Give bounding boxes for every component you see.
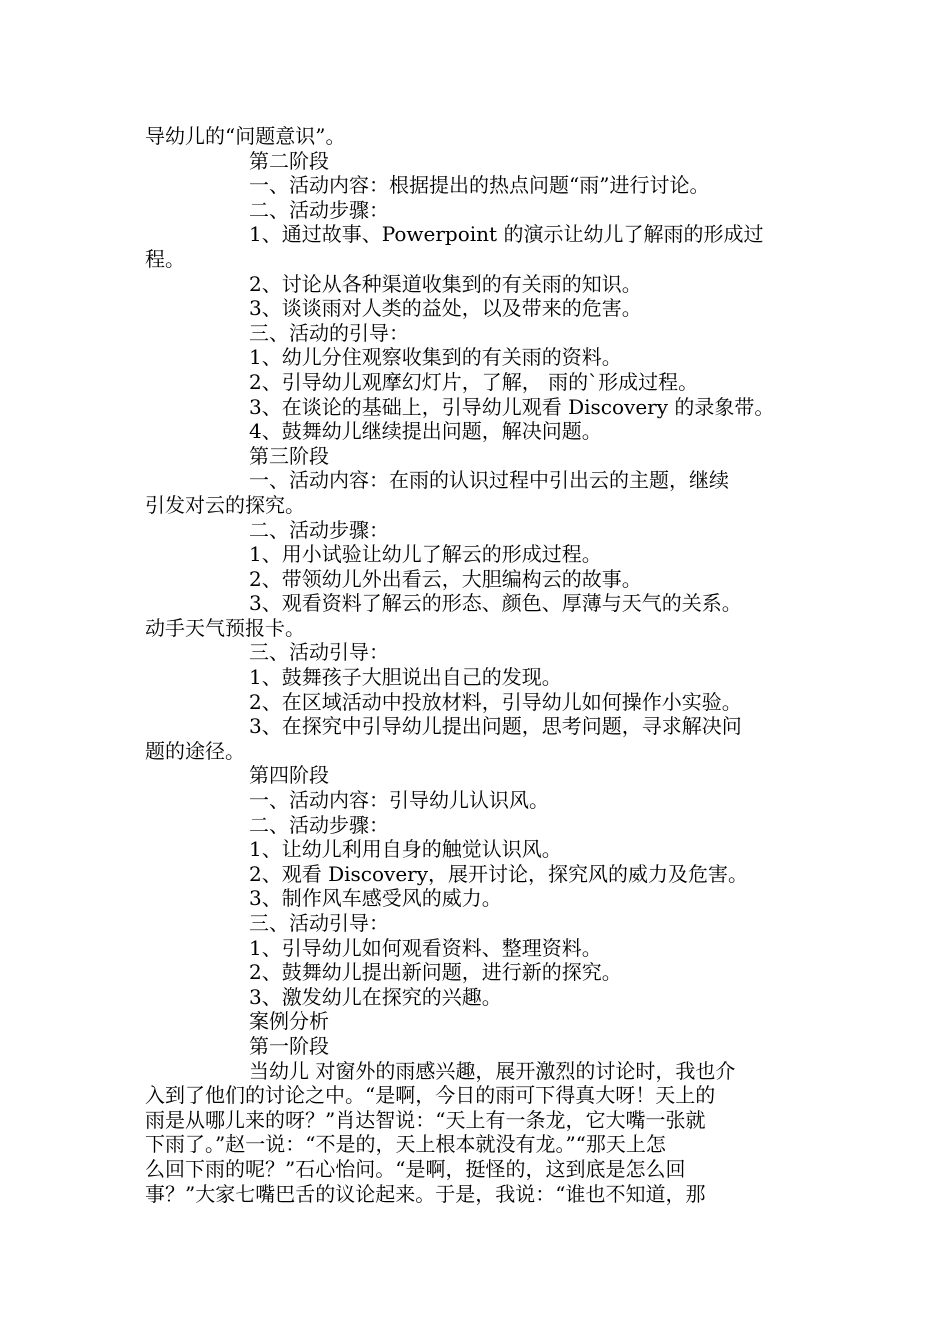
text-line: 三、活动引导： <box>249 911 389 935</box>
text-line: 题的途径。 <box>145 738 245 763</box>
text-line: 3、在谈论的基础上，引导幼儿观看 Discovery 的录象带。 <box>249 394 775 419</box>
text-line: 下雨了。”赵一说：“不是的，天上根本就没有龙。”“那天上怎 <box>145 1132 666 1157</box>
text-line: 1、让幼儿利用自身的触觉认识风。 <box>249 837 562 862</box>
heading-stage-3: 第三阶段 <box>249 443 329 468</box>
text-line: 动手天气预报卡。 <box>145 615 305 640</box>
text-line: 4、鼓舞幼儿继续提出问题，解决问题。 <box>249 419 602 444</box>
text-line: 引发对云的探究。 <box>145 492 305 517</box>
text-line: 三、活动的引导： <box>249 320 409 345</box>
text-line: 一、活动内容：在雨的认识过程中引出云的主题，继续 <box>249 468 729 493</box>
text-line: 3、制作风车感受风的威力。 <box>249 886 502 911</box>
heading-stage-4: 第四阶段 <box>249 763 329 788</box>
text-line: 2、引导幼儿观摩幻灯片，了解， 雨的`形成过程。 <box>249 369 699 394</box>
text-line: 3、观看资料了解云的形态、颜色、厚薄与天气的关系。 <box>249 591 742 616</box>
text-line: 1、用小试验让幼儿了解云的形成过程。 <box>249 542 602 567</box>
heading-stage-2: 第二阶段 <box>249 148 329 173</box>
heading-case-analysis: 案例分析 <box>249 1009 329 1034</box>
text-line: 3、激发幼儿在探究的兴趣。 <box>249 984 502 1009</box>
text-line: 入到了他们的讨论之中。“是啊，今日的雨可下得真大呀！天上的 <box>145 1083 716 1108</box>
text-line: 2、在区域活动中投放材料，引导幼儿如何操作小实验。 <box>249 689 742 714</box>
text-line: 一、活动内容：根据提出的热点问题“雨”进行讨论。 <box>249 173 710 198</box>
text-line: 2、讨论从各种渠道收集到的有关雨的知识。 <box>249 271 642 296</box>
text-line: 1、通过故事、Powerpoint 的演示让幼儿了解雨的形成过 <box>249 222 764 247</box>
text-line: 导幼儿的“问题意识”。 <box>145 124 346 148</box>
text-line: 么回下雨的呢？”石心怡问。“是啊，挺怪的，这到底是怎么回 <box>145 1156 686 1181</box>
text-line: 2、观看 Discovery，展开讨论，探究风的威力及危害。 <box>249 861 749 886</box>
text-line: 3、在探究中引导幼儿提出问题，思考问题，寻求解决问 <box>249 714 742 739</box>
text-line: 1、幼儿分住观察收集到的有关雨的资料。 <box>249 345 622 370</box>
text-line: 二、活动步骤： <box>249 812 389 837</box>
text-line: 三、活动引导： <box>249 640 389 665</box>
text-line: 1、鼓舞孩子大胆说出自己的发现。 <box>249 665 562 690</box>
text-line: 当幼儿 对窗外的雨感兴趣，展开激烈的讨论时，我也介 <box>249 1058 736 1083</box>
text-line: 1、引导幼儿如何观看资料、整理资料。 <box>249 935 602 960</box>
text-line: 一、活动内容：引导幼儿认识风。 <box>249 788 549 813</box>
text-line: 2、鼓舞幼儿提出新问题，进行新的探究。 <box>249 960 622 985</box>
text-line: 2、带领幼儿外出看云，大胆编构云的故事。 <box>249 566 642 591</box>
text-line: 雨是从哪儿来的呀？”肖达智说：“天上有一条龙，它大嘴一张就 <box>145 1107 706 1132</box>
text-line: 3、谈谈雨对人类的益处，以及带来的危害。 <box>249 296 642 321</box>
text-line: 二、活动步骤： <box>249 197 389 222</box>
heading-stage-1: 第一阶段 <box>249 1033 329 1058</box>
text-line: 程。 <box>145 246 185 271</box>
document-body <box>145 124 808 1206</box>
text-line: 二、活动步骤： <box>249 517 389 542</box>
text-line: 事？”大家七嘴巴舌的议论起来。于是，我说：“谁也不知道，那 <box>145 1181 706 1206</box>
